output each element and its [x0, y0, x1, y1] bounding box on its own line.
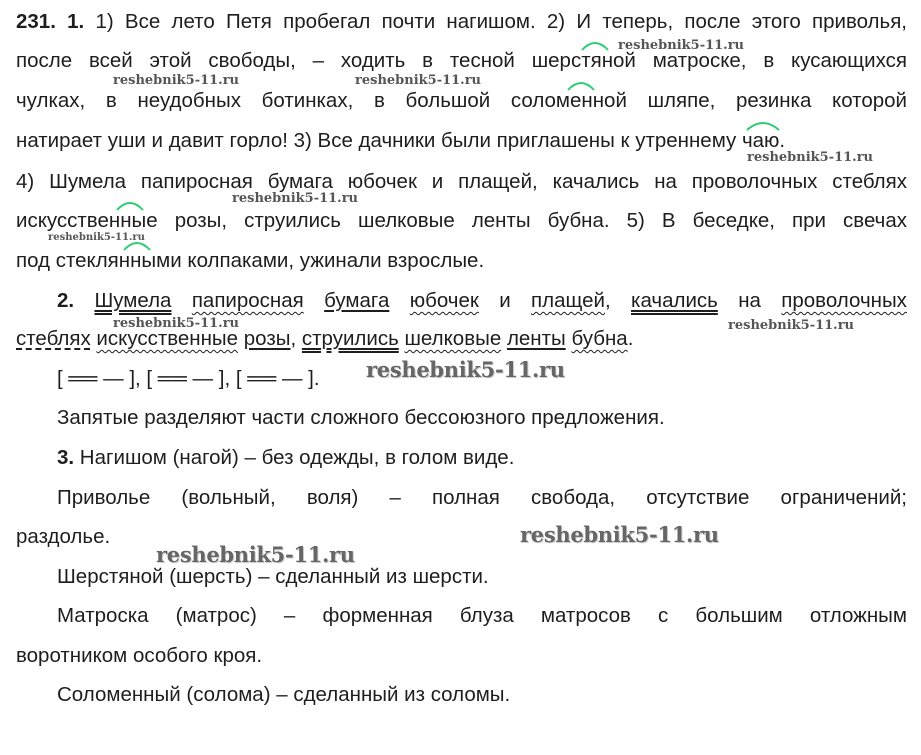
watermark: reshebnik5-11.ru — [728, 318, 855, 333]
watermark: reshebnik5-11.ru — [618, 38, 745, 53]
watermark: reshebnik5-11.ru — [113, 316, 240, 331]
definition-4-line-1: Матроска (матрос) – форменная блуза матросов с большим отложным — [57, 604, 907, 627]
suffix-arc-icon — [122, 238, 152, 252]
attribute-word: шелковые — [404, 327, 502, 350]
preposition-word: на — [738, 289, 761, 312]
task3-number: 3. — [57, 446, 75, 469]
suffix-arc-icon — [566, 78, 596, 92]
predicate-word: Шумела — [94, 289, 172, 312]
watermark: reshebnik5-11.ru — [48, 232, 145, 243]
task1-line-3: чулках, в неудобных ботинках, в большой соломенной шляпе, резинка которой — [16, 89, 907, 112]
task2-line-2 — [16, 327, 633, 351]
definition-5: Соломенный (солома) – сделанный из соломы. — [57, 683, 511, 706]
attribute-word: плащей — [531, 289, 605, 312]
definition-4-line-2: воротником особого кроя. — [16, 644, 263, 667]
definition-2-line-2: раздолье. — [16, 525, 111, 548]
predicate-word: струились — [301, 327, 399, 350]
task2-note: Запятые разделяют части сложного бессоюзного предложения. — [57, 406, 665, 429]
task2-number: 2. — [57, 289, 75, 312]
task2-line-1 — [57, 289, 907, 313]
exercise-number: 231. 1. — [16, 10, 85, 33]
attribute-word: искусственные — [96, 327, 239, 350]
definition-3: Шерстяной (шерсть) – сделанный из шерсти. — [57, 565, 489, 588]
text-span: 1) Все лето Петя пробегал почти нагишом. 2) И теперь, после этого приволья, — [84, 10, 907, 33]
task1-line-1 — [16, 10, 907, 34]
subject-word: розы — [243, 327, 291, 350]
task1-line-2: после всей этой свободы, – ходить в тесной шерстяной матроске, в кусающихся — [16, 49, 907, 72]
watermark: reshebnik5-11.ru — [156, 542, 355, 567]
watermark: reshebnik5-11.ru — [113, 73, 240, 88]
conjunction-word: и — [499, 289, 511, 312]
subject-word: бумага — [324, 289, 390, 312]
watermark: reshebnik5-11.ru — [355, 73, 482, 88]
comma: , — [290, 327, 297, 350]
sentence-scheme: [ ══ — ], [ ══ — ], [ ══ — ]. — [57, 367, 320, 390]
task1-line-6: искусственные розы, струились шелковые ленты бубна. 5) В беседке, при свечах — [16, 209, 907, 232]
watermark: reshebnik5-11.ru — [366, 357, 565, 382]
suffix-arc-icon — [745, 118, 781, 132]
period: . — [627, 327, 634, 350]
predicate-word: качались — [631, 289, 718, 312]
attribute-word: бубна — [571, 327, 628, 350]
definition-2-line-1: Приволье (вольный, воля) – полная свобода, отсутствие ограничений; — [57, 486, 907, 509]
attribute-word: папиросная — [191, 289, 304, 312]
watermark: reshebnik5-11.ru — [232, 191, 359, 206]
comma: , — [604, 289, 611, 312]
subject-word: ленты — [506, 327, 566, 350]
task1-line-5: 4) Шумела папиросная бумага юбочек и плащей, качались на проволочных стеблях — [16, 170, 907, 193]
attribute-word: юбочек — [409, 289, 479, 312]
definition-1 — [57, 446, 514, 470]
suffix-arc-icon — [580, 38, 610, 52]
suffix-arc-icon — [115, 198, 145, 212]
definition-text: Нагишом (нагой) – без одежды, в голом виде. — [74, 446, 515, 469]
attribute-word: проволочных — [781, 289, 907, 312]
adverbial-word: стеблях — [16, 327, 91, 350]
watermark: reshebnik5-11.ru — [520, 522, 719, 547]
task1-line-4: натирает уши и давит горло! 3) Все дачники были приглашены к утреннему чаю. — [16, 129, 786, 152]
watermark: reshebnik5-11.ru — [747, 150, 874, 165]
task1-line-7: под стеклянными колпаками, ужинали взрослые. — [16, 249, 485, 272]
